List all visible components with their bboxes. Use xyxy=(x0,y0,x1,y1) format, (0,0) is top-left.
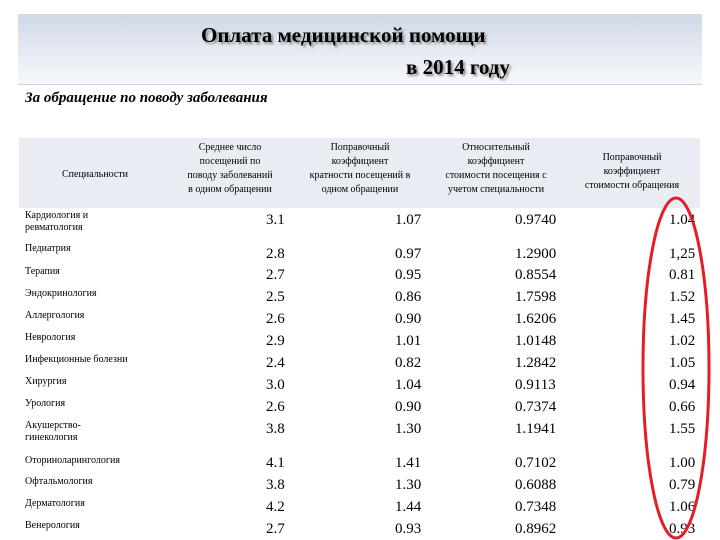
header-correction-cost xyxy=(564,151,700,193)
header-line: кратности посещений в xyxy=(309,170,411,181)
cell-correction-cost: 1.52 xyxy=(669,289,696,305)
cell-avg-visits: 2.7 xyxy=(266,521,285,537)
cell-avg-visits: 2.9 xyxy=(266,333,285,349)
cell-correction-cost: 1.00 xyxy=(669,455,696,471)
specialty-line: Акушерство- xyxy=(25,420,81,431)
cell-avg-visits: 2.6 xyxy=(266,311,285,327)
header-line: Среднее число xyxy=(198,142,262,153)
cell-relative-coefficient: 1.2900 xyxy=(515,246,557,262)
header-line: Поправочный xyxy=(602,152,662,163)
cell-relative-coefficient: 1.1941 xyxy=(515,421,557,437)
cell-correction-cost: 0.94 xyxy=(669,377,696,393)
cell-avg-visits: 4.2 xyxy=(266,499,285,515)
cell-relative-coefficient: 0.7348 xyxy=(515,499,557,515)
header-line: коэффициент xyxy=(331,156,389,167)
cell-relative-coefficient: 0.9740 xyxy=(515,212,557,228)
row-specialty: Терапия xyxy=(25,266,60,277)
header-line: коэффициент xyxy=(603,166,661,177)
header-line: посещений по xyxy=(199,156,261,167)
row-specialty: Оториноларингология xyxy=(25,455,120,466)
cell-correction-multiplicity: 1.30 xyxy=(395,477,422,493)
cell-correction-cost: 1.02 xyxy=(669,333,696,349)
cell-correction-cost: 1.05 xyxy=(669,355,696,371)
cell-avg-visits: 4.1 xyxy=(266,455,285,471)
header-line: Относительный xyxy=(462,142,530,153)
cell-avg-visits: 3.0 xyxy=(266,377,285,393)
cell-correction-multiplicity: 0.86 xyxy=(395,289,422,305)
cell-relative-coefficient: 1.6206 xyxy=(515,311,557,327)
slide-subtitle: За обращение по поводу заболевания xyxy=(25,90,268,106)
header-line: стоимости обращения xyxy=(584,180,680,191)
cell-correction-multiplicity: 1.01 xyxy=(395,333,422,349)
cell-relative-coefficient: 0.7102 xyxy=(515,455,557,471)
specialty-line: ревматология xyxy=(25,222,83,233)
header-line: поводу заболеваний xyxy=(187,170,273,181)
row-specialty: Педиатрия xyxy=(25,243,71,254)
header-relative-coefficient xyxy=(428,141,564,197)
slide-title-line-2: в 2014 году xyxy=(406,55,510,79)
header-line: в одном обращении xyxy=(188,184,272,195)
cell-correction-multiplicity: 0.90 xyxy=(395,311,422,327)
slide-title-line-1: Оплата медицинской помощи xyxy=(201,23,486,47)
row-specialty xyxy=(25,210,88,234)
header-line: коэффициент xyxy=(467,156,525,167)
cell-correction-multiplicity: 0.82 xyxy=(395,355,422,371)
cell-relative-coefficient: 1.7598 xyxy=(515,289,557,305)
cell-relative-coefficient: 0.8554 xyxy=(515,267,557,283)
header-line: одном обращении xyxy=(321,184,399,195)
cell-avg-visits: 2.5 xyxy=(266,289,285,305)
cell-relative-coefficient: 1.2842 xyxy=(515,355,557,371)
cell-correction-multiplicity: 0.93 xyxy=(395,521,422,537)
cell-avg-visits: 3.8 xyxy=(266,421,285,437)
header-correction-multiplicity xyxy=(292,141,428,197)
cell-correction-multiplicity: 0.90 xyxy=(395,399,422,415)
row-specialty: Инфекционные болезни xyxy=(25,354,128,365)
cell-correction-cost: 1.04 xyxy=(669,212,696,228)
cell-correction-multiplicity: 1.30 xyxy=(395,421,422,437)
cell-correction-cost: 1,25 xyxy=(669,246,696,262)
header-specialty: Специальности xyxy=(61,169,128,180)
cell-relative-coefficient: 0.9113 xyxy=(515,377,556,393)
cell-correction-cost: 1.06 xyxy=(669,499,696,515)
cell-avg-visits: 3.8 xyxy=(266,477,285,493)
row-specialty: Дерматология xyxy=(25,498,85,509)
row-specialty: Урология xyxy=(25,398,66,409)
row-specialty: Неврология xyxy=(25,332,76,343)
cell-correction-cost: 0.93 xyxy=(669,521,696,537)
cell-correction-cost: 0.66 xyxy=(669,399,696,415)
cell-correction-multiplicity: 1.44 xyxy=(395,499,422,515)
cell-relative-coefficient: 1.0148 xyxy=(515,333,557,349)
cell-correction-multiplicity: 1.04 xyxy=(395,377,422,393)
cell-avg-visits: 2.4 xyxy=(266,355,285,371)
cell-avg-visits: 3.1 xyxy=(266,212,285,228)
cell-correction-cost: 0.81 xyxy=(669,267,696,283)
row-specialty: Венерология xyxy=(25,520,80,531)
row-specialty xyxy=(25,420,81,444)
cell-relative-coefficient: 0.6088 xyxy=(515,477,557,493)
cell-avg-visits: 2.6 xyxy=(266,399,285,415)
cell-correction-multiplicity: 0.97 xyxy=(395,246,422,262)
cell-correction-cost: 1.45 xyxy=(669,311,696,327)
row-specialty: Аллергология xyxy=(25,310,85,321)
cell-correction-cost: 1.55 xyxy=(669,421,696,437)
cell-correction-multiplicity: 1.41 xyxy=(395,455,422,471)
cell-avg-visits: 2.7 xyxy=(266,267,285,283)
header-line: учетом специальности xyxy=(447,184,545,195)
header-line: Поправочный xyxy=(330,142,390,153)
specialty-line: гинекология xyxy=(25,432,78,443)
cell-relative-coefficient: 0.7374 xyxy=(515,399,557,415)
cell-correction-multiplicity: 1.07 xyxy=(395,212,422,228)
specialty-line: Кардиология и xyxy=(25,210,89,221)
header-avg-visits xyxy=(170,141,290,197)
row-specialty: Хирургия xyxy=(25,376,67,387)
cell-correction-multiplicity: 0.95 xyxy=(395,267,422,283)
header-line: стоимости посещения с xyxy=(445,170,547,181)
cell-relative-coefficient: 0.8962 xyxy=(515,521,557,537)
cell-correction-cost: 0.79 xyxy=(669,477,696,493)
cell-avg-visits: 2.8 xyxy=(266,246,285,262)
row-specialty: Офтальмология xyxy=(25,476,93,487)
row-specialty: Эндокринология xyxy=(25,288,97,299)
